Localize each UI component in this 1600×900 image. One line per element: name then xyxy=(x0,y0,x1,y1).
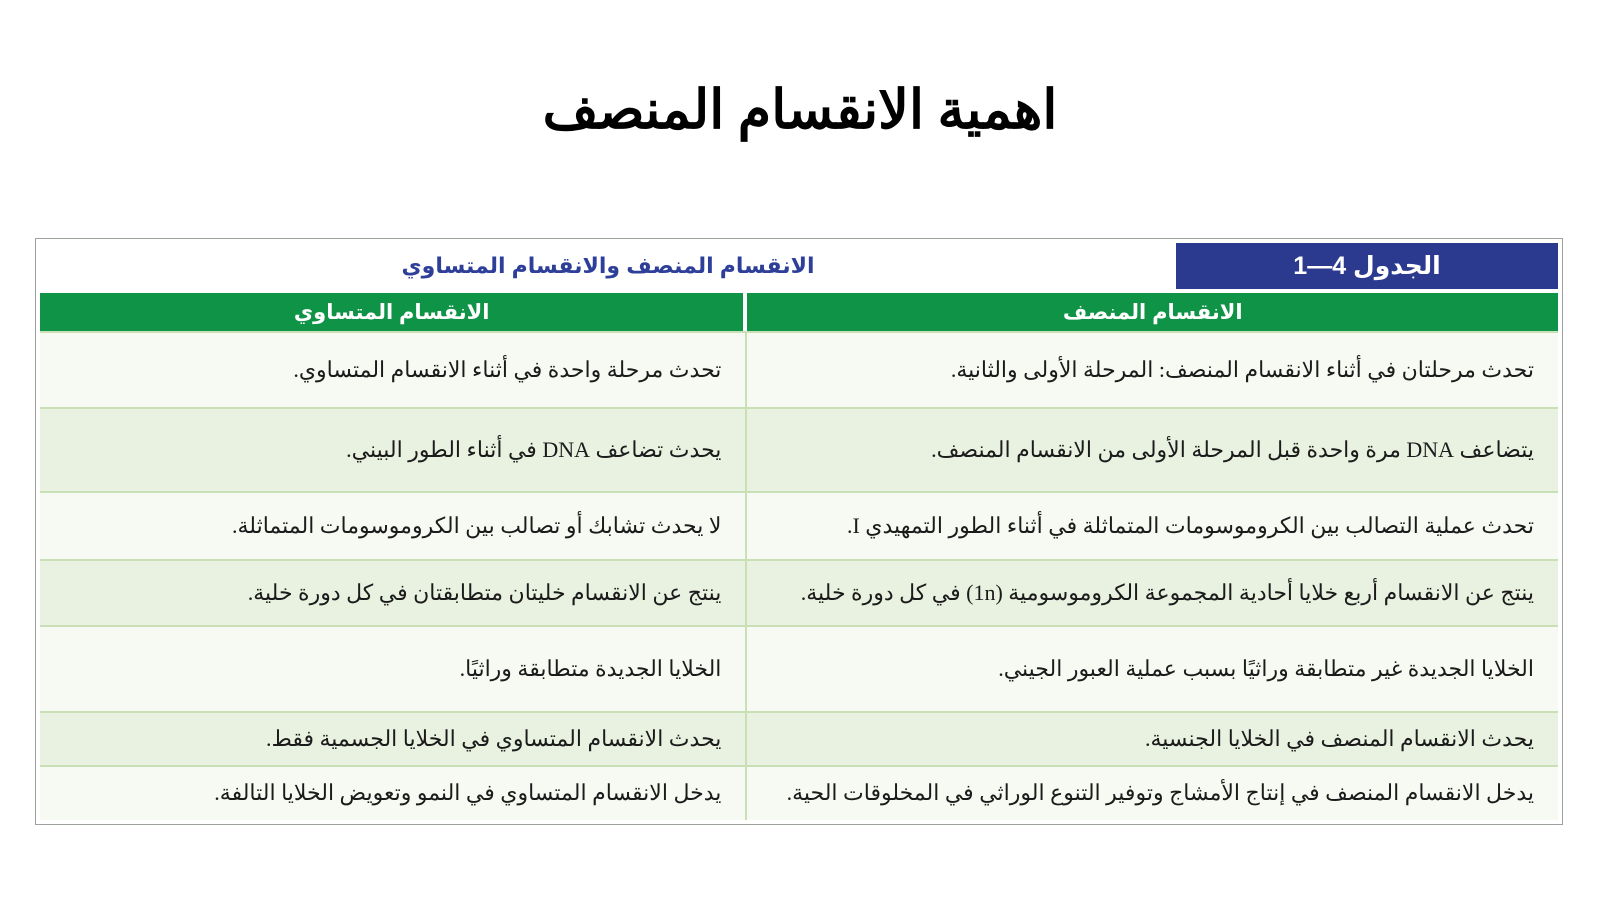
table-row xyxy=(40,331,1558,407)
mitosis-cell: ينتج عن الانقسام خليتان متطابقتان في كل دورة خلية. xyxy=(40,561,747,625)
table-header-row xyxy=(40,293,1558,331)
table-number-badge: الجدول 4—1 xyxy=(1176,243,1558,289)
page-title: اهمية الانقسام المنصف xyxy=(542,80,1058,140)
table-caption-row xyxy=(40,243,1558,289)
table-row xyxy=(40,559,1558,625)
mitosis-cell: الخلايا الجديدة متطابقة وراثيًا. xyxy=(40,627,747,711)
meiosis-cell: يدخل الانقسام المنصف في إنتاج الأمشاج وتوفير التنوع الوراثي في المخلوقات الحية. xyxy=(747,767,1558,819)
mitosis-cell: تحدث مرحلة واحدة في أثناء الانقسام المتساوي. xyxy=(40,333,747,407)
mitosis-cell: يحدث تضاعف DNA في أثناء الطور البيني. xyxy=(40,409,747,491)
mitosis-cell: لا يحدث تشابك أو تصالب بين الكروموسومات المتماثلة. xyxy=(40,493,747,559)
table-row xyxy=(40,765,1558,819)
table-row xyxy=(40,711,1558,765)
comparison-table xyxy=(35,238,1563,825)
meiosis-cell: ينتج عن الانقسام أربع خلايا أحادية المجموعة الكروموسومية (1n) في كل دورة خلية. xyxy=(747,561,1558,625)
table-row xyxy=(40,407,1558,491)
meiosis-cell: يحدث الانقسام المنصف في الخلايا الجنسية. xyxy=(747,713,1558,765)
mitosis-cell: يدخل الانقسام المتساوي في النمو وتعويض الخلايا التالفة. xyxy=(40,767,747,819)
table-row xyxy=(40,625,1558,711)
column-header-mitosis: الانقسام المتساوي xyxy=(40,293,743,331)
meiosis-cell: تحدث عملية التصالب بين الكروموسومات المتماثلة في أثناء الطور التمهيدي I. xyxy=(747,493,1558,559)
table-caption: الانقسام المنصف والانقسام المتساوي xyxy=(40,243,1176,289)
mitosis-cell: يحدث الانقسام المتساوي في الخلايا الجسمية فقط. xyxy=(40,713,747,765)
column-header-meiosis: الانقسام المنصف xyxy=(747,293,1558,331)
table-row xyxy=(40,491,1558,559)
meiosis-cell: تحدث مرحلتان في أثناء الانقسام المنصف: المرحلة الأولى والثانية. xyxy=(747,333,1558,407)
meiosis-cell: يتضاعف DNA مرة واحدة قبل المرحلة الأولى من الانقسام المنصف. xyxy=(747,409,1558,491)
meiosis-cell: الخلايا الجديدة غير متطابقة وراثيًا بسبب عملية العبور الجيني. xyxy=(747,627,1558,711)
